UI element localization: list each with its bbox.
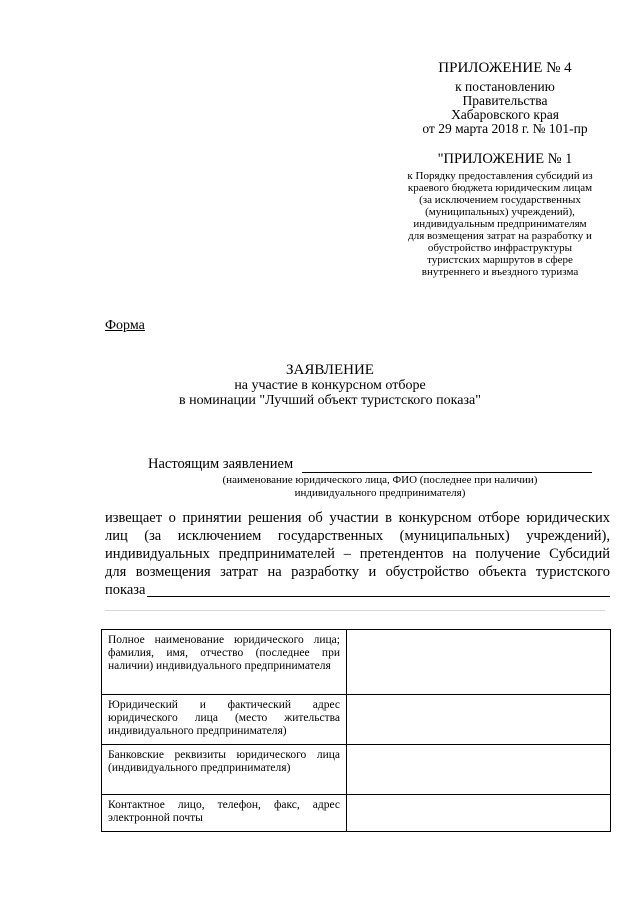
document-title: ЗАЯВЛЕНИЕ xyxy=(286,362,374,378)
inner-appendix-line: для возмещения затрат на разработку и xyxy=(408,230,592,242)
caption-line: (наименование юридического лица, ФИО (последнее при наличии) xyxy=(222,474,538,486)
object-name-line xyxy=(105,581,610,599)
inner-appendix-line: туристских маршрутов в сфере xyxy=(427,254,573,266)
body-line: индивидуальных предпринимателей – претендентов на получение Субсидий xyxy=(105,546,610,562)
body-paragraph xyxy=(105,509,610,581)
inner-appendix-reference xyxy=(385,170,615,278)
table-row xyxy=(102,630,611,695)
body-last-word: показа xyxy=(105,582,146,598)
inner-appendix-line: внутреннего и въездного туризма xyxy=(421,266,579,278)
inner-appendix-line: к Порядку предоставления субсидий из xyxy=(407,170,593,182)
applicant-info-table xyxy=(101,629,611,832)
inner-appendix-line: (за исключением государственных xyxy=(419,194,581,206)
table-row xyxy=(102,795,611,832)
table-value-cell[interactable] xyxy=(347,745,611,795)
applicant-name-caption xyxy=(180,474,580,500)
appendix-line: от 29 марта 2018 г. № 101-пр xyxy=(422,121,588,136)
table-label-cell: Юридический и фактический адрес юридического лица (место жительства индивидуального предпринимателя) xyxy=(102,695,347,745)
document-heading xyxy=(150,362,510,408)
appendix-title: ПРИЛОЖЕНИЕ № 4 xyxy=(438,60,572,76)
document-subtitle-line: на участие в конкурсном отборе xyxy=(234,378,426,393)
inner-appendix-title: "ПРИЛОЖЕНИЕ № 1 xyxy=(437,151,573,167)
document-subtitle-line: в номинации "Лучший объект туристского показа" xyxy=(179,393,481,408)
inner-appendix-line: обустройство инфраструктуры xyxy=(427,242,573,254)
table-row xyxy=(102,695,611,745)
table-value-cell[interactable] xyxy=(347,695,611,745)
inner-appendix-line: (муниципальных) учреждений), xyxy=(425,206,575,218)
table-label-cell: Банковские реквизиты юридического лица (индивидуального предпринимателя) xyxy=(102,745,347,795)
inner-appendix-line: краевого бюджета юридическим лицам xyxy=(407,182,593,194)
intro-text: Настоящим заявлением xyxy=(148,456,294,472)
table-value-cell[interactable] xyxy=(347,630,611,695)
table-row xyxy=(102,745,611,795)
form-label: Форма xyxy=(105,318,145,333)
caption-line: индивидуального предпринимателя) xyxy=(294,487,466,499)
table-value-cell[interactable] xyxy=(347,795,611,832)
table-label-cell: Полное наименование юридического лица; фамилия, имя, отчество (последнее при наличии) индивидуального предпринимателя xyxy=(102,630,347,695)
body-line: извещает о принятии решения об участии в конкурсном отборе юридических xyxy=(105,510,610,526)
table-label-cell: Контактное лицо, телефон, факс, адрес электронной почты xyxy=(102,795,347,832)
applicant-name-field[interactable] xyxy=(302,472,592,473)
body-line: для возмещения затрат на разработку и обустройство объекта туристского xyxy=(105,564,610,580)
appendix-line: к постановлению xyxy=(455,79,555,94)
object-name-field[interactable] xyxy=(147,596,610,597)
continuation-rule xyxy=(105,610,605,611)
inner-appendix-line: индивидуальным предпринимателям xyxy=(413,218,587,230)
appendix-reference xyxy=(395,80,615,136)
body-line: лиц (за исключением государственных (муниципальных) учреждений), xyxy=(105,528,610,544)
appendix-line: Правительства xyxy=(462,93,548,108)
appendix-line: Хабаровского края xyxy=(451,107,559,122)
